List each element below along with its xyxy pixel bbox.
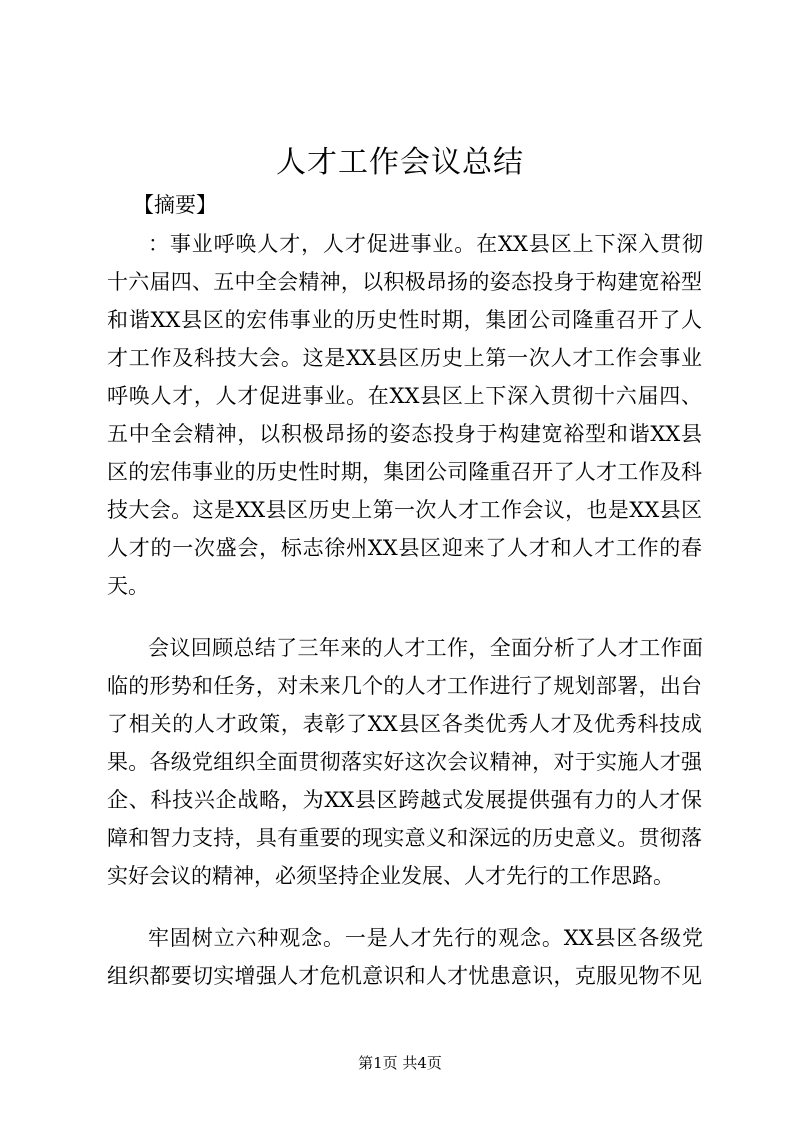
page-title: 人才工作会议总结 <box>276 145 524 180</box>
paragraph-line: 组织都要切实增强人才危机意识和人才忧患意识，克服见物不见 <box>107 964 702 988</box>
paragraph-line: ：事业呼唤人才，人才促进事业。在XX县区上下深入贯彻 <box>148 232 703 256</box>
paragraph-line: 才工作及科技大会。这是XX县区历史上第一次人才工作会事业 <box>107 346 702 370</box>
paragraph-line: 会议回顾总结了三年来的人才工作，全面分析了人才工作面 <box>148 636 703 660</box>
paragraph-line: 了相关的人才政策，表彰了XX县区各类优秀人才及优秀科技成 <box>107 712 702 736</box>
paragraph-line: 天。 <box>107 574 149 598</box>
paragraph-line: 区的宏伟事业的历史性时期，集团公司隆重召开了人才工作及科 <box>107 460 702 484</box>
paragraph-line: 实好会议的精神，必须坚持企业发展、人才先行的工作思路。 <box>107 864 674 888</box>
paragraph-line: 呼唤人才，人才促进事业。在XX县区上下深入贯彻十六届四、 <box>107 384 702 408</box>
paragraph-line: 十六届四、五中全会精神，以积极昂扬的姿态投身于构建宽裕型 <box>107 270 702 294</box>
paragraph-line: 企、科技兴企战略，为XX县区跨越式发展提供强有力的人才保 <box>107 788 702 812</box>
abstract-label: 【摘要】 <box>133 193 217 217</box>
paragraph-line: 果。各级党组织全面贯彻落实好这次会议精神，对于实施人才强 <box>107 750 702 774</box>
paragraph-line: 技大会。这是XX县区历史上第一次人才工作会议，也是XX县区 <box>107 498 702 522</box>
page-number-footer: 第1页 共4页 <box>358 1054 442 1072</box>
paragraph-line: 五中全会精神，以积极昂扬的姿态投身于构建宽裕型和谐XX县 <box>107 422 702 446</box>
paragraph-line: 人才的一次盛会，标志徐州XX县区迎来了人才和人才工作的春 <box>107 536 702 560</box>
paragraph-line: 牢固树立六种观念。一是人才先行的观念。XX县区各级党 <box>148 926 703 950</box>
paragraph-line: 障和智力支持，具有重要的现实意义和深远的历史意义。贯彻落 <box>107 826 702 850</box>
paragraph-line: 临的形势和任务，对未来几个的人才工作进行了规划部署，出台 <box>107 674 702 698</box>
paragraph-line: 和谐XX县区的宏伟事业的历史性时期，集团公司隆重召开了人 <box>107 308 702 332</box>
